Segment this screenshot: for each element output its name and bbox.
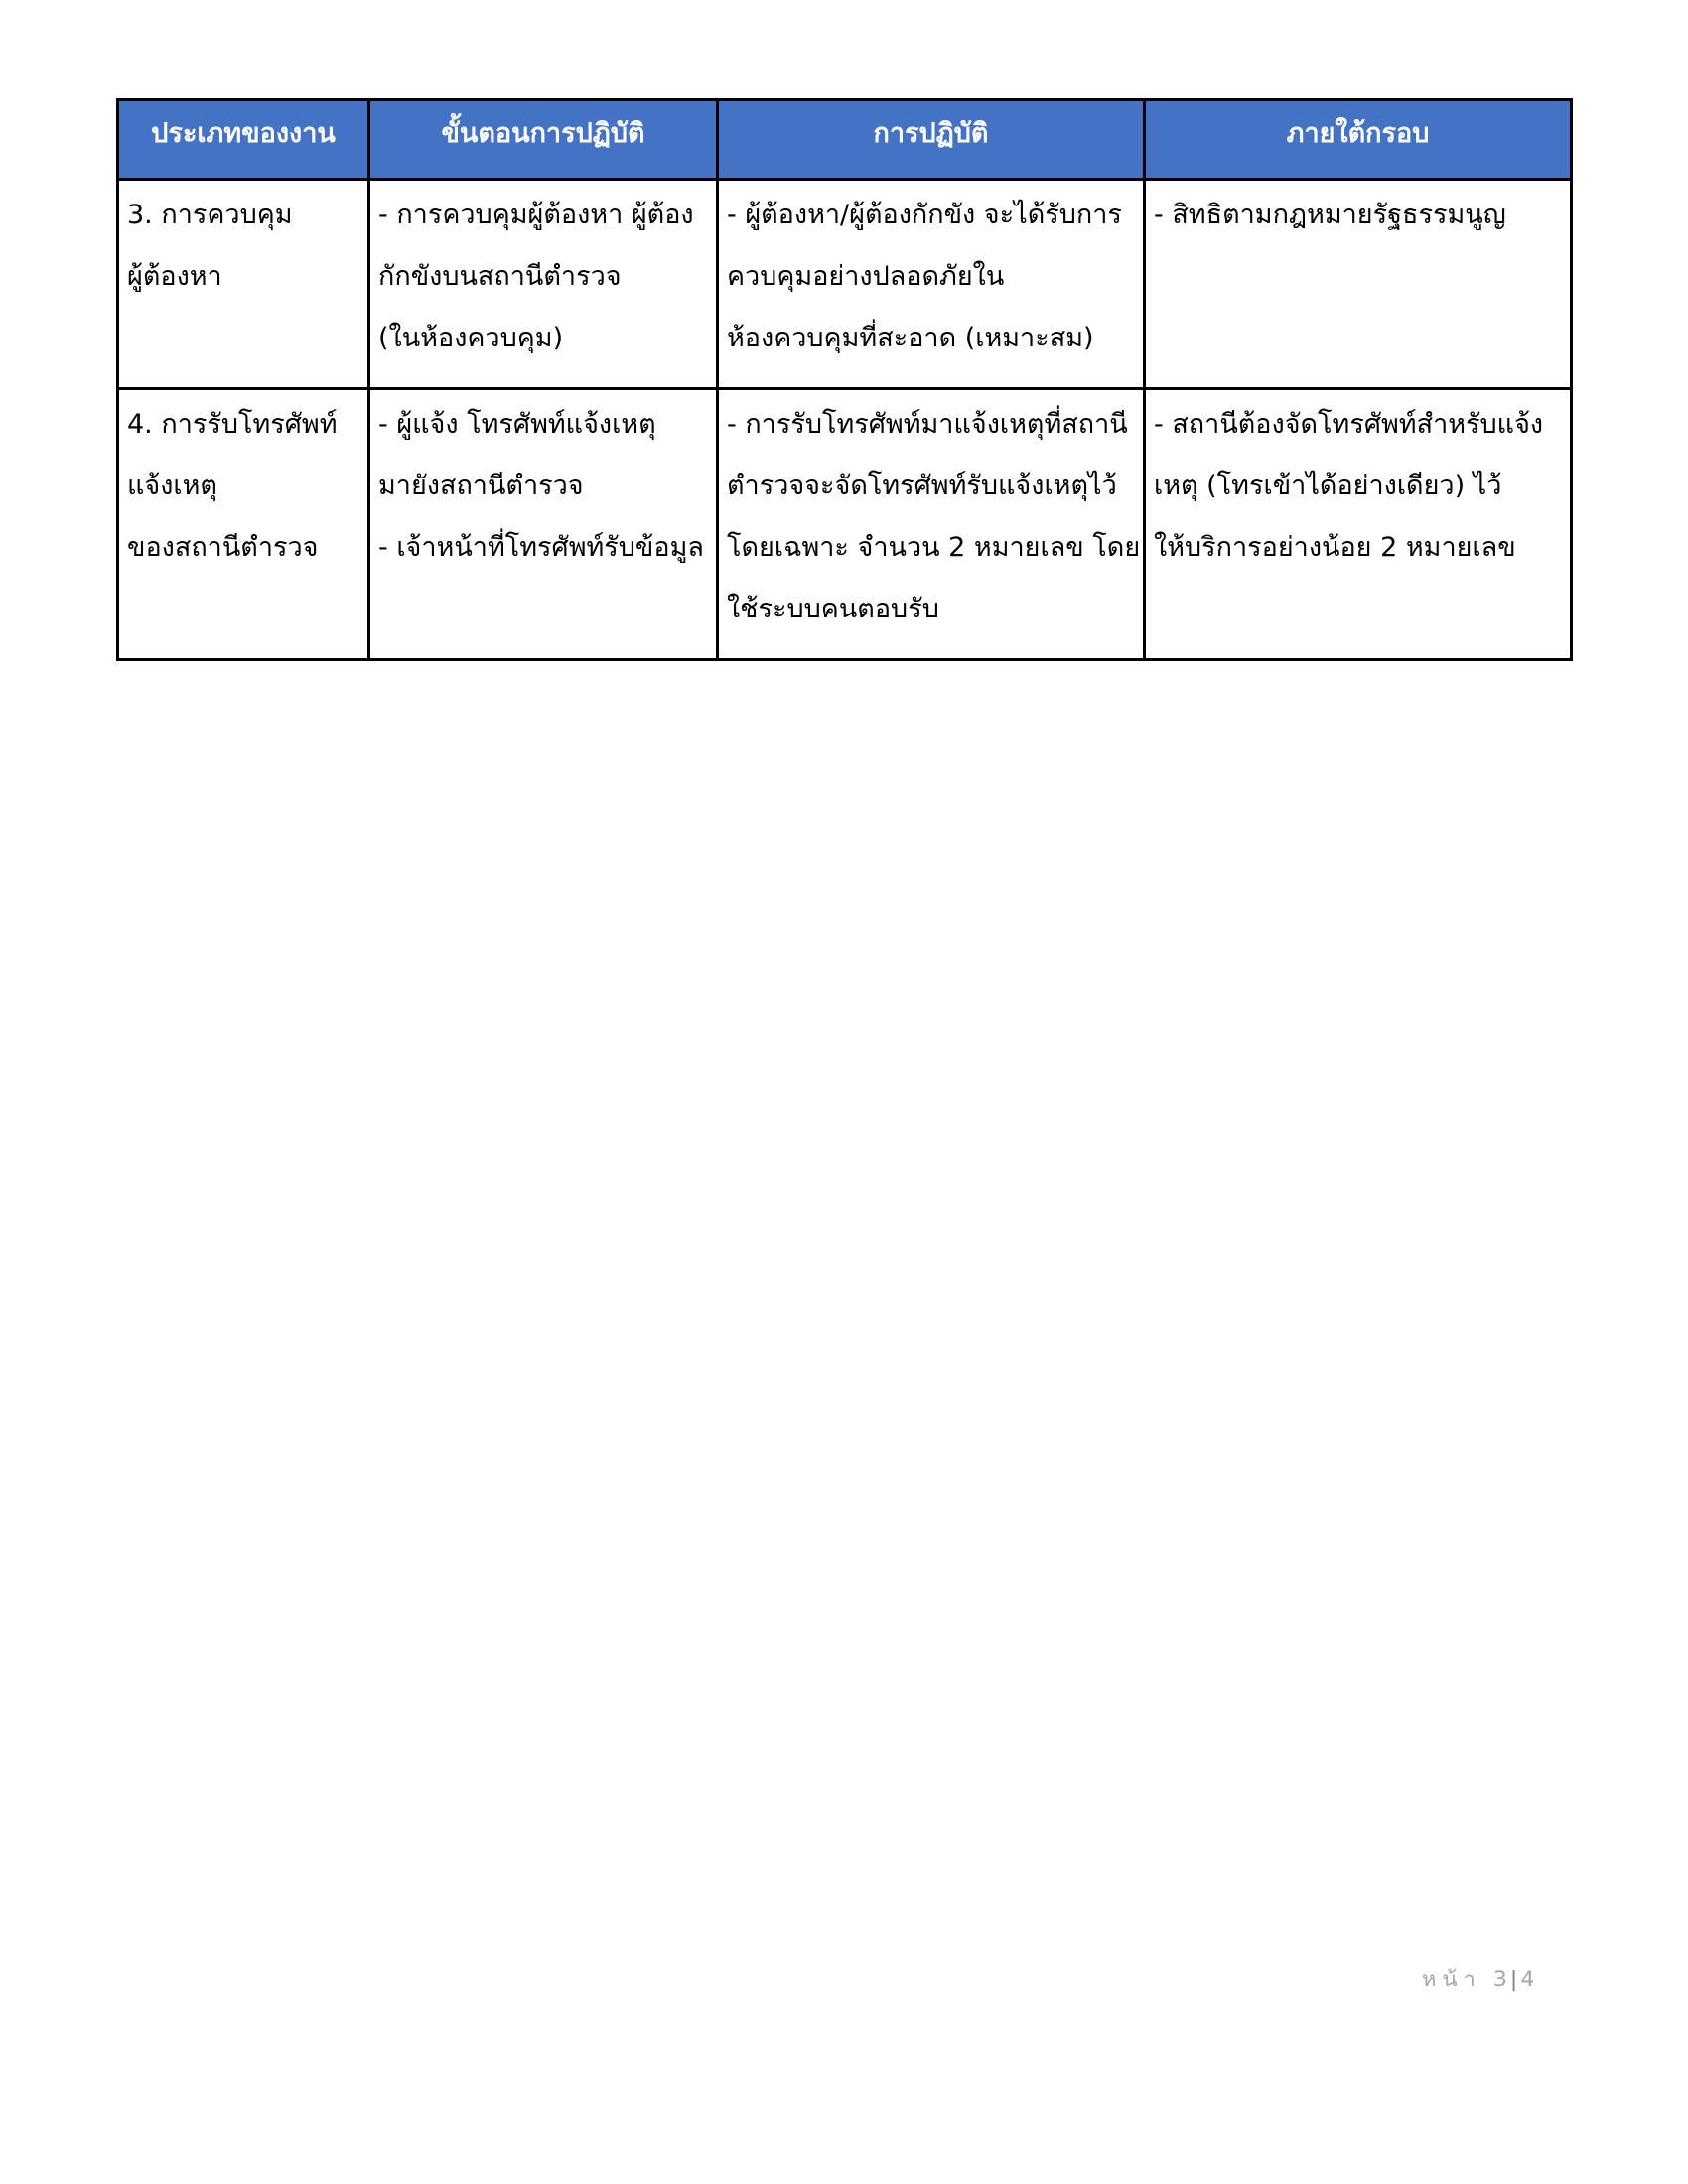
header-work-type: ประเภทของงาน bbox=[118, 100, 369, 180]
cell-line: แจ้งเหตุ bbox=[127, 471, 217, 501]
cell-line: - เจ้าหน้าที่โทรศัพท์รับข้อมูล bbox=[378, 532, 704, 563]
cell-practice bbox=[718, 180, 1145, 389]
cell-line: - ผู้แจ้ง โทรศัพท์แจ้งเหตุ bbox=[378, 409, 656, 440]
cell-line: ผู้ต้องหา bbox=[127, 261, 222, 292]
cell-line: มายังสถานีตำรวจ bbox=[378, 471, 584, 501]
page-label: หน้า bbox=[1422, 1968, 1481, 1992]
cell-steps bbox=[369, 389, 718, 660]
cell-line: กักขังบนสถานีตำรวจ bbox=[378, 261, 622, 292]
procedure-table bbox=[116, 98, 1573, 661]
header-steps: ขั้นตอนการปฏิบัติ bbox=[369, 100, 718, 180]
cell-framework bbox=[1145, 389, 1572, 660]
cell-line: ให้บริการอย่างน้อย 2 หมายเลข bbox=[1154, 532, 1516, 563]
cell-line: ควบคุมอย่างปลอดภัยใน bbox=[727, 261, 1005, 292]
cell-line: - สิทธิตามกฎหมายรัฐธรรมนูญ bbox=[1154, 200, 1506, 230]
table-row bbox=[118, 389, 1572, 660]
cell-work-type bbox=[118, 389, 369, 660]
cell-line: - สถานีต้องจัดโทรศัพท์สำหรับแจ้ง bbox=[1154, 409, 1544, 440]
header-framework: ภายใต้กรอบ bbox=[1145, 100, 1572, 180]
cell-line: (ในห้องควบคุม) bbox=[378, 323, 564, 353]
cell-line: - ผู้ต้องหา/ผู้ต้องกักขัง จะได้รับการ bbox=[727, 200, 1122, 230]
cell-work-type bbox=[118, 180, 369, 389]
page-current: 3 bbox=[1492, 1968, 1507, 1992]
cell-line: ตำรวจจะจัดโทรศัพท์รับแจ้งเหตุไว้ bbox=[727, 471, 1117, 501]
cell-steps bbox=[369, 180, 718, 389]
cell-line: ของสถานีตำรวจ bbox=[127, 532, 319, 563]
cell-framework bbox=[1145, 180, 1572, 389]
cell-practice bbox=[718, 389, 1145, 660]
cell-line: - การรับโทรศัพท์มาแจ้งเหตุที่สถานี bbox=[727, 409, 1128, 440]
table-row bbox=[118, 180, 1572, 389]
header-practice: การปฏิบัติ bbox=[718, 100, 1145, 180]
cell-line: 4. การรับโทรศัพท์ bbox=[127, 409, 338, 440]
cell-line: โดยเฉพาะ จำนวน 2 หมายเลข โดย bbox=[727, 532, 1141, 563]
cell-line: ใช้ระบบคนตอบรับ bbox=[727, 594, 939, 624]
table-header-row bbox=[118, 100, 1572, 180]
cell-line: เหตุ (โทรเข้าได้อย่างเดียว) ไว้ bbox=[1154, 471, 1502, 501]
cell-line: 3. การควบคุม bbox=[127, 200, 293, 230]
cell-line: ห้องควบคุมที่สะอาด (เหมาะสม) bbox=[727, 323, 1094, 353]
cell-line: - การควบคุมผู้ต้องหา ผู้ต้อง bbox=[378, 200, 694, 230]
page-total: 4 bbox=[1520, 1968, 1535, 1992]
page-number-footer bbox=[1422, 1962, 1534, 1996]
page-separator: | bbox=[1509, 1968, 1518, 1992]
